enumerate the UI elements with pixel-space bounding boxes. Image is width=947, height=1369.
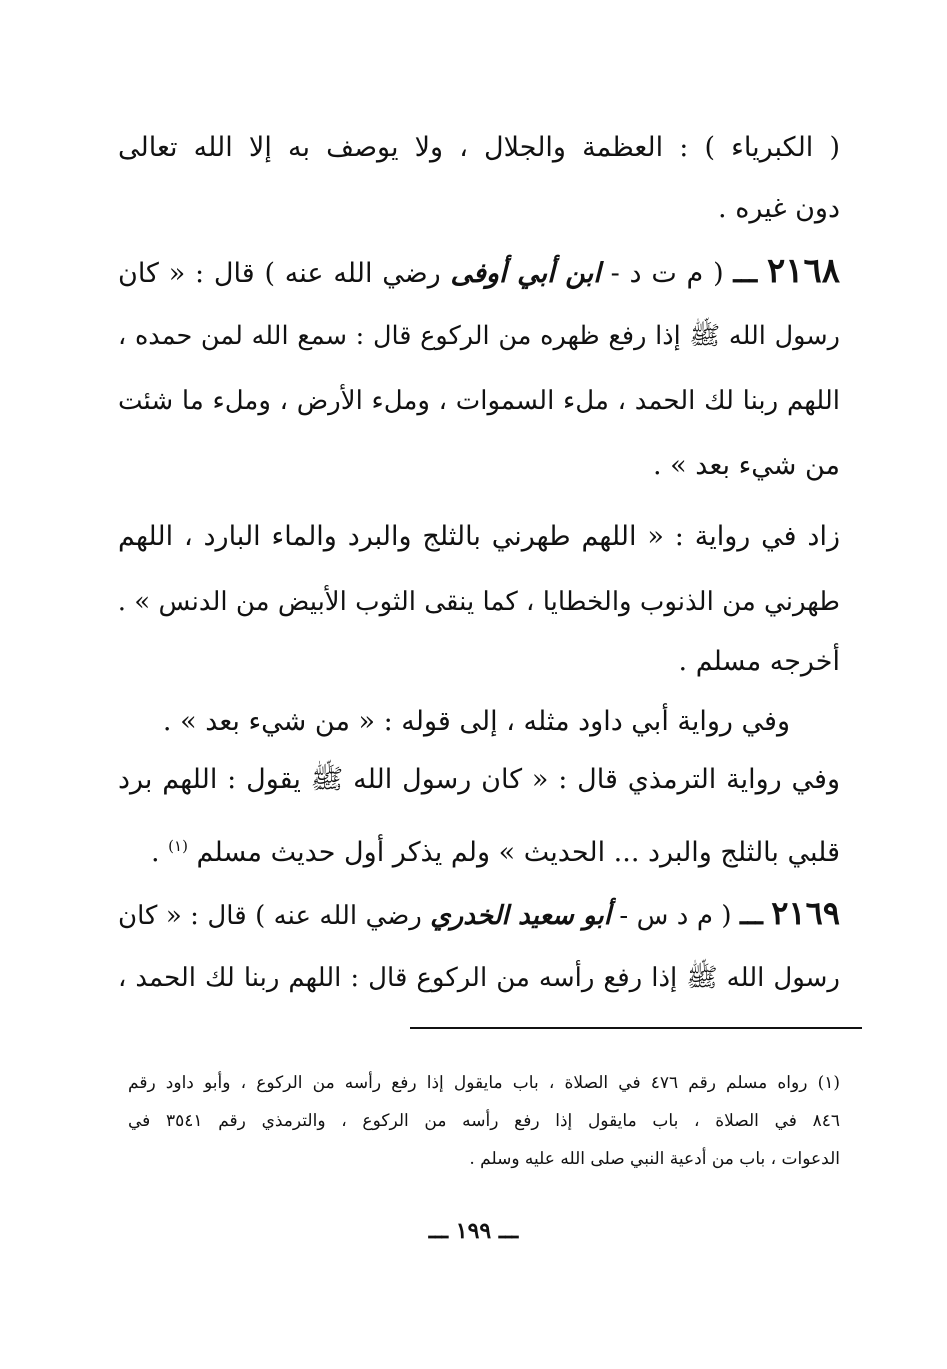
footnote-reference: (١): [168, 837, 188, 855]
attribution-tail: رضي الله عنه ) قال : « كان: [118, 258, 441, 289]
hadith-2168-line-7: أخرجه مسلم .: [678, 646, 840, 677]
hadith-2168-line-4: من شيء بعد » .: [653, 450, 840, 481]
hadith-2168-line-8: وفي رواية أبي داود مثله ، إلى قوله : « من شيء بعد » .: [162, 706, 790, 737]
hadith-2168-line-5: زاد في رواية : « اللهم طهرني بالثلج والبرد والماء البارد ، اللهم: [118, 521, 840, 552]
hadith-narrator: ابن أبي أوفى: [450, 258, 601, 289]
heading-dash: ـــ: [739, 901, 763, 931]
footnote-separator: [410, 1027, 862, 1029]
hadith-2168-line-3: اللهم ربنا لك الحمد ، ملء السموات ، وملء الأرض ، وملء ما شئت: [118, 386, 840, 416]
hadith-sources: ( م ت د -: [600, 258, 724, 289]
hadith-2169-heading: [118, 893, 840, 936]
hadith-number: ٢١٦٩: [771, 894, 841, 932]
hadith-2168-line-9: وفي رواية الترمذي قال : « كان رسول الله ﷺ يقول : اللهم برد: [118, 764, 840, 795]
hadith-2169-line-2: رسول الله ﷺ إذا رفع رأسه من الركوع قال : اللهم ربنا لك الحمد ،: [118, 963, 840, 993]
definition-line-1: ( الكبرياء ) : العظمة والجلال ، ولا يوصف به إلا الله تعالى: [118, 132, 840, 163]
hadith-narrator: أبو سعيد الخدري: [430, 901, 611, 931]
footnote-line-1: (١) رواه مسلم رقم ٤٧٦ في الصلاة ، باب مايقول إذا رفع رأسه من الركوع ، وأبو داود رقم: [128, 1073, 840, 1093]
hadith-2168-line-6: طهرني من الذنوب والخطايا ، كما ينقى الثوب الأبيض من الدنس » .: [117, 587, 840, 617]
hadith-number: ٢١٦٨: [766, 251, 840, 291]
hadith-2168-line-10: [118, 826, 840, 873]
hadith-2168-line-2: رسول الله ﷺ إذا رفع ظهره من الركوع قال : سمع الله لمن حمده ،: [118, 321, 840, 351]
attribution-tail: رضي الله عنه ) قال : « كان: [118, 901, 422, 931]
heading-dash: ـــ: [733, 258, 758, 289]
page-number: ـــ ١٩٩ ـــ: [428, 1218, 519, 1244]
line-end: .: [150, 837, 160, 868]
footnote-line-2: ٨٤٦ في الصلاة ، باب مايقول إذا رفع رأسه من الركوع ، والترمذي رقم ٣٥٤١ في: [128, 1111, 840, 1131]
footnote-line-3: الدعوات ، باب من أدعية النبي صلى الله عليه وسلم .: [469, 1149, 840, 1169]
hadith-sources: ( م د س -: [610, 901, 732, 931]
definition-line-2: دون غيره .: [718, 193, 840, 224]
line-text: قلبي بالثلج والبرد ... الحديث » ولم يذكر أول حديث مسلم: [196, 837, 840, 868]
hadith-2168-heading: [118, 251, 840, 294]
